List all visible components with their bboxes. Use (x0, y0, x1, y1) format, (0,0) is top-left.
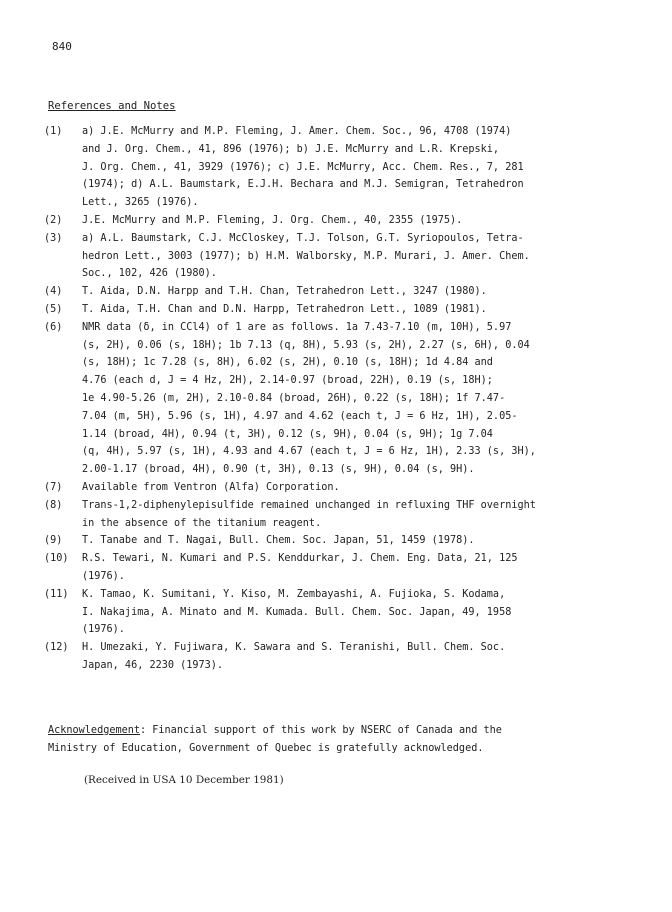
reference-number: (4) (44, 286, 63, 298)
acknowledgement-label: Acknowledgement (48, 725, 141, 736)
reference-item (44, 319, 644, 479)
reference-item (44, 550, 644, 586)
reference-text (82, 230, 644, 283)
reference-text (82, 479, 644, 497)
reference-number: (5) (44, 303, 63, 315)
page-number: 840 (52, 40, 72, 53)
reference-text (82, 301, 644, 319)
reference-line: K. Tamao, K. Sumitani, Y. Kiso, M. Zembayashi, A. Fujioka, S. Kodama, (82, 588, 506, 600)
reference-item (44, 497, 644, 533)
reference-list (44, 123, 644, 675)
reference-item (44, 639, 644, 675)
reference-line: NMR data (δ, in CCl4) of 1 are as follows. 1a 7.43-7.10 (m, 10H), 5.97 (82, 321, 512, 333)
reference-line: 1e 4.90-5.26 (m, 2H), 2.10-0.84 (broad, 26H), 0.22 (s, 18H); 1f 7.47- (82, 392, 506, 404)
acknowledgement (48, 722, 608, 758)
reference-line: Lett., 3265 (1976). (82, 197, 199, 209)
reference-line: 2.00-1.17 (broad, 4H), 0.90 (t, 3H), 0.13 (s, 9H), 0.04 (s, 9H). (82, 464, 475, 476)
reference-text (82, 497, 644, 533)
reference-line: (1976). (82, 570, 125, 582)
reference-text (82, 639, 644, 675)
received-date: (Received in USA 10 December 1981) (84, 774, 284, 786)
reference-line: (1976). (82, 624, 125, 636)
reference-item (44, 479, 644, 497)
reference-line: 4.76 (each d, J = 4 Hz, 2H), 2.14-0.97 (broad, 22H), 0.19 (s, 18H); (82, 375, 493, 387)
reference-line: J. Org. Chem., 41, 3929 (1976); c) J.E. McMurry, Acc. Chem. Res., 7, 281 (82, 161, 524, 173)
reference-number: (2) (44, 214, 63, 226)
reference-text (82, 532, 644, 550)
reference-item (44, 212, 644, 230)
acknowledgement-line-2: Ministry of Education, Government of Quebec is gratefully acknowledged. (48, 743, 484, 754)
reference-number: (1) (44, 126, 63, 137)
reference-number: (11) (44, 588, 69, 600)
reference-line: (1974); d) A.L. Baumstark, E.J.H. Bechara and M.J. Semigran, Tetrahedron (82, 179, 524, 191)
reference-text (82, 550, 644, 586)
reference-number: (6) (44, 321, 63, 333)
reference-text (82, 319, 644, 479)
reference-line: 1.14 (broad, 4H), 0.94 (t, 3H), 0.12 (s, 9H), 0.04 (s, 9H); 1g 7.04 (82, 428, 493, 440)
reference-line: T. Tanabe and T. Nagai, Bull. Chem. Soc. Japan, 51, 1459 (1978). (82, 535, 475, 547)
reference-text (82, 212, 644, 230)
reference-line: Available from Ventron (Alfa) Corporation. (82, 481, 340, 493)
reference-item (44, 283, 644, 301)
reference-text (82, 283, 644, 301)
reference-line: (q, 4H), 5.97 (s, 1H), 4.93 and 4.67 (each t, J = 6 Hz, 1H), 2.33 (s, 3H), (82, 446, 536, 458)
reference-line: and J. Org. Chem., 41, 896 (1976); b) J.E. McMurry and L.R. Krepski, (82, 143, 500, 155)
reference-number: (9) (44, 535, 63, 547)
reference-line: Soc., 102, 426 (1980). (82, 268, 217, 280)
reference-number: (8) (44, 499, 63, 511)
reference-line: a) J.E. McMurry and M.P. Fleming, J. Amer. Chem. Soc., 96, 4708 (1974) (82, 126, 512, 137)
reference-line: Japan, 46, 2230 (1973). (82, 659, 224, 671)
reference-line: H. Umezaki, Y. Fujiwara, K. Sawara and S. Teranishi, Bull. Chem. Soc. (82, 642, 506, 654)
reference-line: Trans-1,2-diphenylepisulfide remained unchanged in refluxing THF overnight (82, 499, 536, 511)
reference-item (44, 230, 644, 283)
reference-number: (3) (44, 232, 63, 244)
reference-item (44, 123, 644, 212)
reference-line: a) A.L. Baumstark, C.J. McCloskey, T.J. Tolson, G.T. Syriopoulos, Tetra- (82, 232, 524, 244)
reference-item (44, 532, 644, 550)
reference-item (44, 301, 644, 319)
reference-line: T. Aida, T.H. Chan and D.N. Harpp, Tetrahedron Lett., 1089 (1981). (82, 303, 487, 315)
reference-line: (s, 2H), 0.06 (s, 18H); 1b 7.13 (q, 8H), 5.93 (s, 2H), 2.27 (s, 6H), 0.04 (82, 339, 530, 351)
reference-number: (12) (44, 642, 69, 654)
reference-number: (7) (44, 481, 63, 493)
reference-line: T. Aida, D.N. Harpp and T.H. Chan, Tetrahedron Lett., 3247 (1980). (82, 286, 487, 298)
acknowledgement-text-1: : Financial support of this work by NSERC of Canada and the (140, 725, 502, 736)
reference-line: hedron Lett., 3003 (1977); b) H.M. Walborsky, M.P. Murari, J. Amer. Chem. (82, 250, 530, 262)
reference-item (44, 586, 644, 639)
reference-text (82, 123, 644, 212)
reference-line: 7.04 (m, 5H), 5.96 (s, 1H), 4.97 and 4.62 (each t, J = 6 Hz, 1H), 2.05- (82, 410, 518, 422)
reference-line: in the absence of the titanium reagent. (82, 517, 322, 529)
reference-number: (10) (44, 553, 69, 565)
references-heading: References and Notes (48, 100, 176, 112)
reference-line: I. Nakajima, A. Minato and M. Kumada. Bull. Chem. Soc. Japan, 49, 1958 (82, 606, 512, 618)
reference-line: J.E. McMurry and M.P. Fleming, J. Org. Chem., 40, 2355 (1975). (82, 214, 463, 226)
reference-line: R.S. Tewari, N. Kumari and P.S. Kenddurkar, J. Chem. Eng. Data, 21, 125 (82, 553, 518, 565)
reference-line: (s, 18H); 1c 7.28 (s, 8H), 6.02 (s, 2H), 0.10 (s, 18H); 1d 4.84 and (82, 357, 493, 369)
reference-text (82, 586, 644, 639)
acknowledgement-line-1 (48, 722, 608, 740)
